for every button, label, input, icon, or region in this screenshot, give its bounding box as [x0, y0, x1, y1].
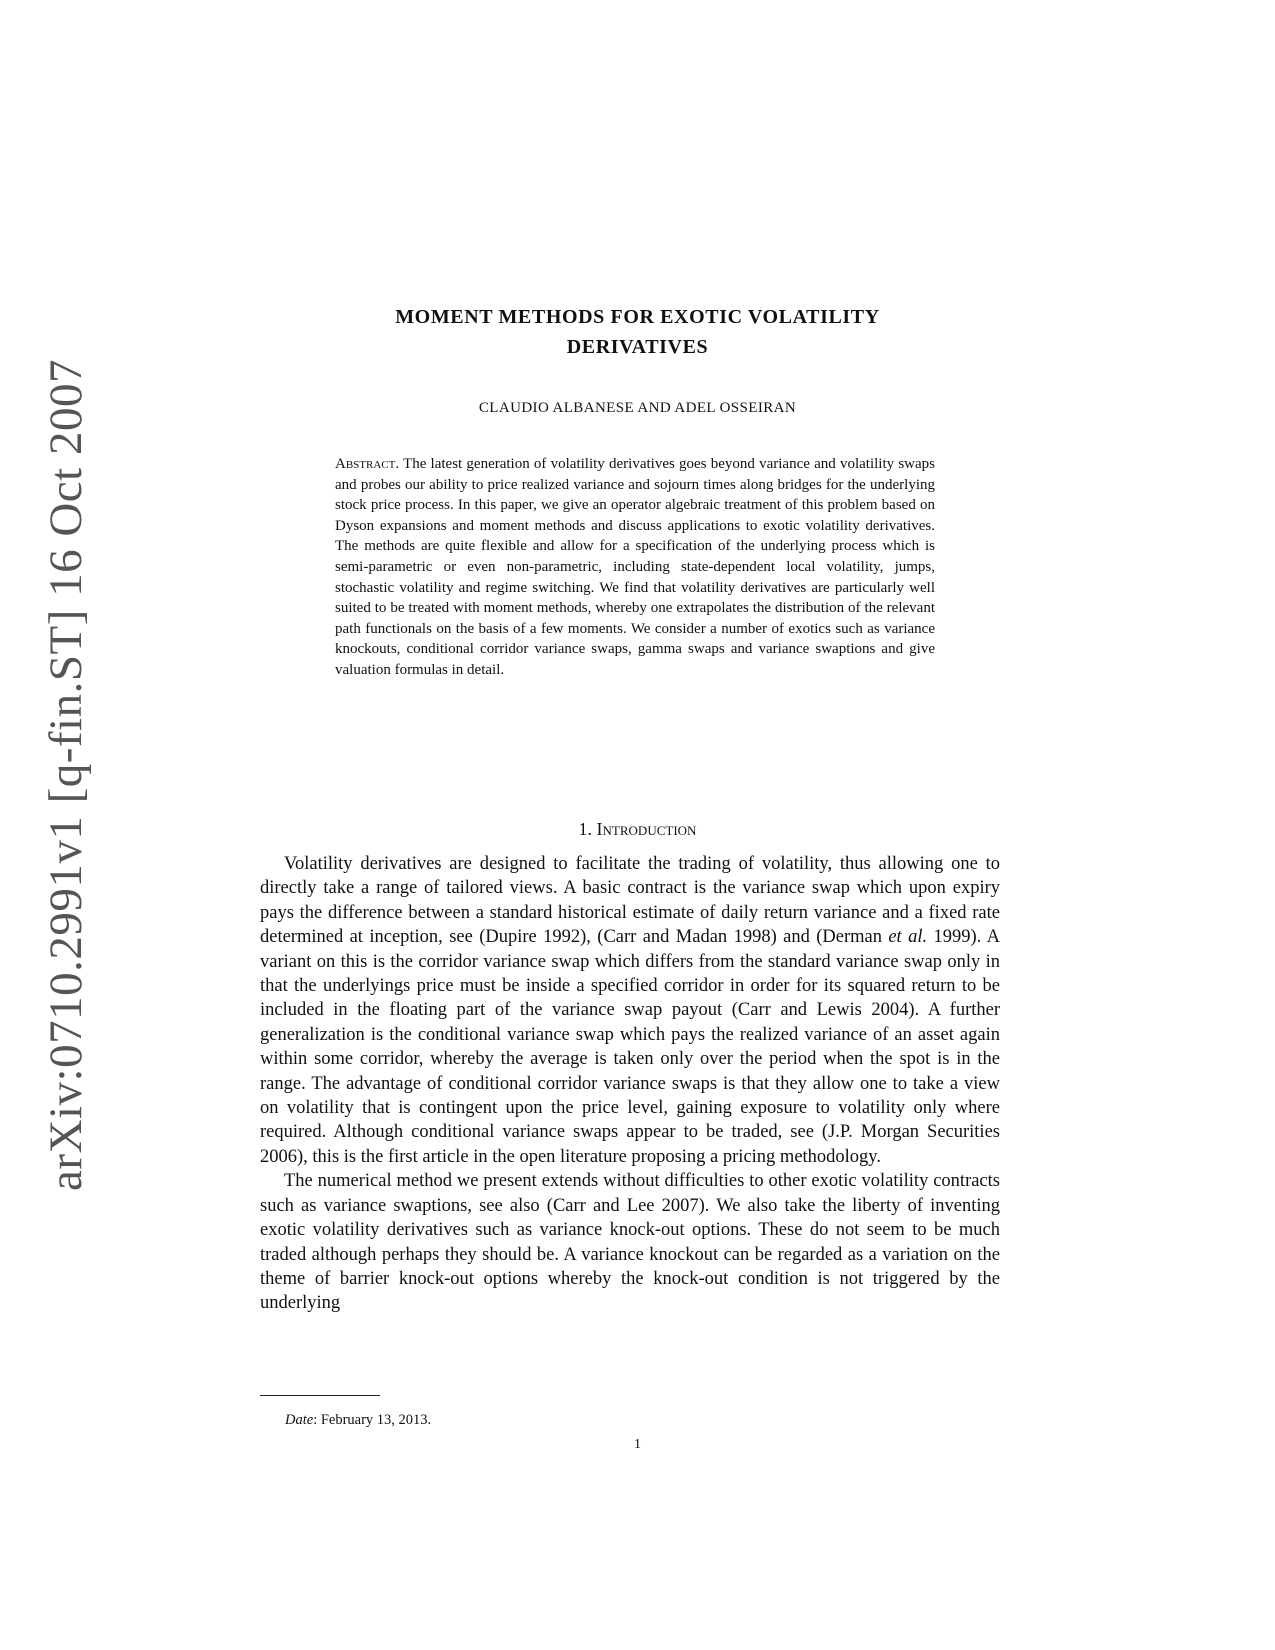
paragraph-1-emphasis: et al.	[888, 927, 928, 948]
authors: CLAUDIO ALBANESE AND ADEL OSSEIRAN	[478, 400, 797, 416]
footnote	[285, 1412, 431, 1429]
abstract	[335, 454, 935, 681]
paragraph-2: The numerical method we present extends without difficulties to other exotic volatility contracts such as variance swaptions, see also (Carr and Lee 2007). We also take the liberty of inventing exotic volatility derivatives such as variance knock-out options. These do not seem to be much traded although perhaps they should be. A variance knockout can be regarded as a variation on the theme of barrier knock-out options whereby the knock-out condition is not triggered by the underlying	[260, 1171, 1000, 1314]
page-number: 1	[634, 1437, 641, 1452]
paper-title	[250, 302, 1025, 362]
title-line-1: MOMENT METHODS FOR EXOTIC VOLATILITY	[395, 306, 880, 328]
section-number: 1.	[578, 819, 593, 839]
body-text	[260, 852, 1000, 1316]
abstract-label: Abstract.	[335, 456, 400, 472]
footnote-text: : February 13, 2013.	[313, 1412, 432, 1428]
title-line-2: DERIVATIVES	[566, 336, 709, 358]
paragraph-1	[260, 852, 1000, 1169]
section-title: Introduction	[596, 819, 697, 839]
footnote-rule	[260, 1395, 380, 1396]
arxiv-identifier: arXiv:0710.2991v1 [q-fin.ST] 16 Oct 2007	[40, 359, 92, 1191]
section-heading	[250, 819, 1025, 840]
paragraph-1-part-a: Volatility derivatives are designed to facilitate the trading of volatility, thus allowing one to directly take a range of tailored views. A basic contract is the variance swap which upon expiry pays the difference between a standard historical estimate of daily return variance and a fixed rate determined at inception, see (Dupire 1992), (Carr and Madan 1998) and (Derman	[260, 854, 1000, 948]
abstract-text: The latest generation of volatility derivatives goes beyond variance and volatility swaps and probes our ability to price realized variance and sojourn times along bridges for the underlying stock price process. In this paper, we give an operator algebraic treatment of this problem based on Dyson expansions and moment methods and discuss applications to exotic volatility derivatives. The methods are quite flexible and allow for a specification of the underlying process which is semi-parametric or even non-parametric, including state-dependent local volatility, jumps, stochastic volatility and regime switching. We find that volatility derivatives are particularly well suited to be treated with moment methods, whereby one extrapolates the distribution of the relevant path functionals on the basis of a few moments. We consider a number of exotics such as variance knockouts, conditional corridor variance swaps, gamma swaps and variance swaptions and give valuation formulas in detail.	[335, 456, 935, 678]
paragraph-1-part-b: 1999). A variant on this is the corridor variance swap which differs from the standard variance swap only in that the underlyings price must be inside a specified corridor in order for its squared return to be included in the floating part of the variance swap payout (Carr and Lewis 2004). A further generalization is the conditional variance swap which pays the realized variance of an asset again within some corridor, whereby the average is taken only over the period when the spot is in the range. The advantage of conditional corridor variance swaps is that they allow one to take a view on volatility that is contingent upon the price level, gaining exposure to volatility only where required. Although conditional variance swaps appear to be traded, see (J.P. Morgan Securities 2006), this is the first article in the open literature proposing a pricing methodology.	[260, 927, 1001, 1167]
footnote-label: Date	[285, 1412, 314, 1428]
